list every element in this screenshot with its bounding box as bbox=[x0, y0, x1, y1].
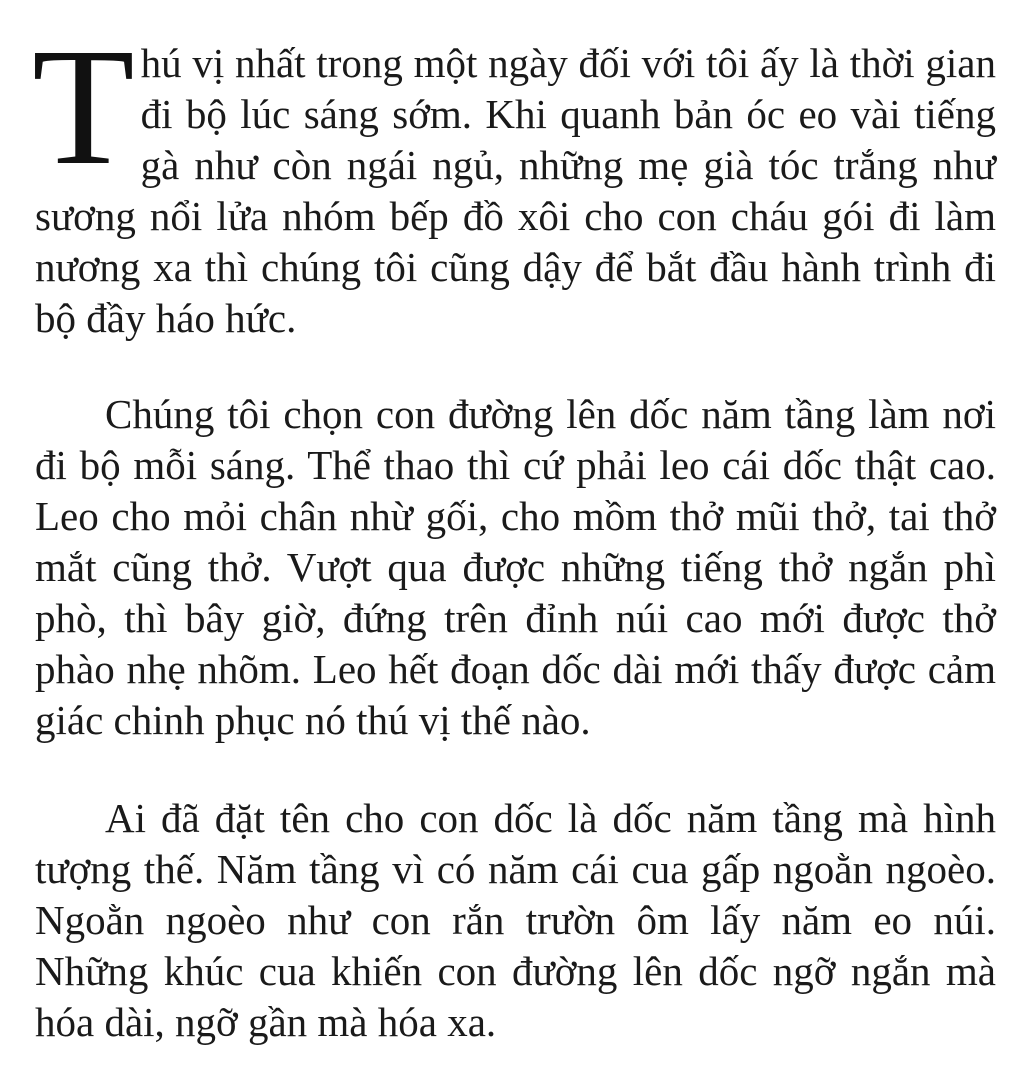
paragraph-2: Chúng tôi chọn con đường lên dốc năm tầng làm nơi đi bộ mỗi sáng. Thể thao thì cứ phải leo cái dốc thật cao. Leo cho mỏi chân nhừ gối, cho mồm thở mũi thở, tai thở mắt cũng thở. Vượt qua được những tiếng thở ngắn phì phò, thì bây giờ, đứng trên đỉnh núi cao mới được thở phào nhẹ nhõm. Leo hết đoạn dốc dài mới thấy được cảm giác chinh phục nó thú vị thế nào. bbox=[35, 391, 996, 743]
paragraph-1-text: hú vị nhất trong một ngày đối với tôi ấy là thời gian đi bộ lúc sáng sớm. Khi quanh bản óc eo vài tiếng gà như còn ngái ngủ, những mẹ già tóc trắng như sương nổi lửa nhóm bếp đồ xôi cho con cháu gói đi làm nương xa thì chúng tôi cũng dậy để bắt đầu hành trình đi bộ đầy háo hức. bbox=[35, 40, 996, 341]
paragraph-1 bbox=[32, 14, 996, 344]
drop-cap: T bbox=[32, 14, 135, 200]
paragraph-3: Ai đã đặt tên cho con dốc là dốc năm tầng mà hình tượng thế. Năm tầng vì có năm cái cua gấp ngoằn ngoèo. Ngoằn ngoèo như con rắn trườn ôm lấy năm eo núi. Những khúc cua khiến con đường lên dốc ngỡ ngắn mà hóa dài, ngỡ gần mà hóa xa. bbox=[35, 795, 996, 1045]
document-page bbox=[32, 14, 996, 1048]
